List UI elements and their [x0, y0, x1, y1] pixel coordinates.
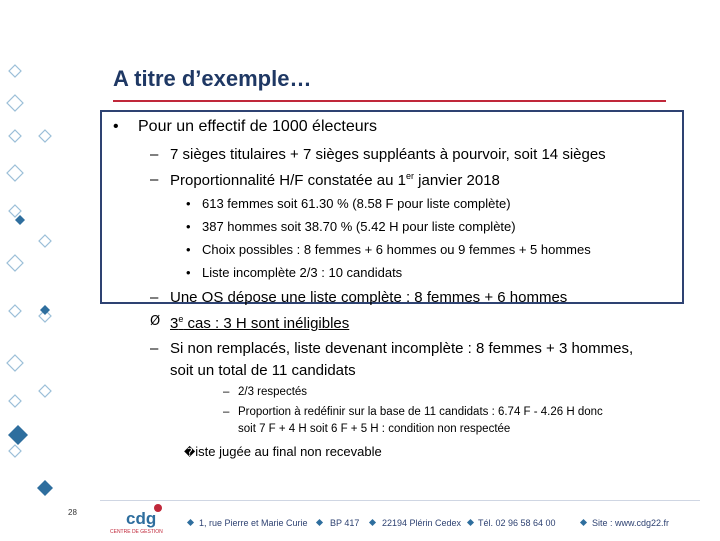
complete-list-line: Une OS dépose une liste complète : 8 femmes + 6 hommes	[170, 289, 568, 306]
replacement-line-1: Si non remplacés, liste devenant incomplète : 8 femmes + 3 hommes,	[170, 340, 634, 357]
final-verdict: �iste jugée au final non recevable	[184, 444, 382, 459]
dash-marker: –	[150, 340, 159, 357]
replacement-line-2: soit un total de 11 candidats	[170, 362, 356, 379]
seats-line: 7 sièges titulaires + 7 sièges suppléants à pourvoir, soit 14 sièges	[170, 146, 606, 163]
footer-diamond-icon	[316, 519, 323, 526]
bullet-marker: •	[186, 242, 191, 257]
choices-line: Choix possibles : 8 femmes + 6 hommes ou 9 femmes + 5 hommes	[202, 242, 591, 257]
footer-diamond-icon	[369, 519, 376, 526]
bullet-marker: •	[113, 118, 119, 135]
bullet-marker: •	[186, 196, 191, 211]
men-line: 387 hommes soit 38.70 % (5.42 H pour liste complète)	[202, 219, 516, 234]
redefine-line-2: soit 7 F + 4 H soit 6 F + 5 H : condition non respectée	[238, 423, 511, 435]
redefine-line-1: Proportion à redéfinir sur la base de 11 candidats : 6.74 F - 4.26 H donc	[238, 406, 603, 418]
bullet-marker: •	[186, 265, 191, 280]
footer-phone: Tél. 02 96 58 64 00	[478, 518, 556, 528]
replacement-glyph-icon: �	[184, 446, 196, 459]
footer-diamond-icon	[467, 519, 474, 526]
dash-marker: –	[150, 146, 159, 163]
respected-line: 2/3 respectés	[238, 386, 308, 398]
box-heading: Pour un effectif de 1000 électeurs	[138, 118, 377, 135]
decorative-pattern	[0, 55, 60, 515]
incomplete-list-line: Liste incomplète 2/3 : 10 candidats	[202, 265, 403, 280]
dash-marker: –	[223, 406, 230, 418]
bullet-marker: •	[186, 219, 191, 234]
footer-diamond-icon	[580, 519, 587, 526]
footer-website[interactable]: Site : www.cdg22.fr	[592, 518, 670, 528]
page-number: 28	[68, 508, 77, 517]
footer-diamond-icon	[187, 519, 194, 526]
ineligible-line: 3e cas : 3 H sont inéligibles	[170, 314, 350, 332]
proportion-line: Proportionnalité H/F constatée au 1er janvier 2018	[170, 171, 500, 189]
logo-letters: cdg	[126, 509, 157, 528]
slide-title: A titre d’exemple…	[113, 66, 312, 91]
dash-marker: –	[150, 289, 159, 306]
footer-divider	[100, 500, 700, 501]
women-line: 613 femmes soit 61.30 % (8.58 F pour liste complète)	[202, 196, 511, 211]
footer-bp: BP 417	[330, 518, 360, 528]
dash-marker: –	[223, 386, 230, 398]
dash-marker: –	[150, 171, 159, 188]
arrow-marker: Ø	[150, 314, 161, 329]
footer-address: 1, rue Pierre et Marie Curie	[199, 518, 308, 528]
title-underline	[113, 100, 666, 102]
logo-subtitle: CENTRE DE GESTION	[110, 529, 163, 535]
footer-city: 22194 Plérin Cedex	[382, 518, 462, 528]
